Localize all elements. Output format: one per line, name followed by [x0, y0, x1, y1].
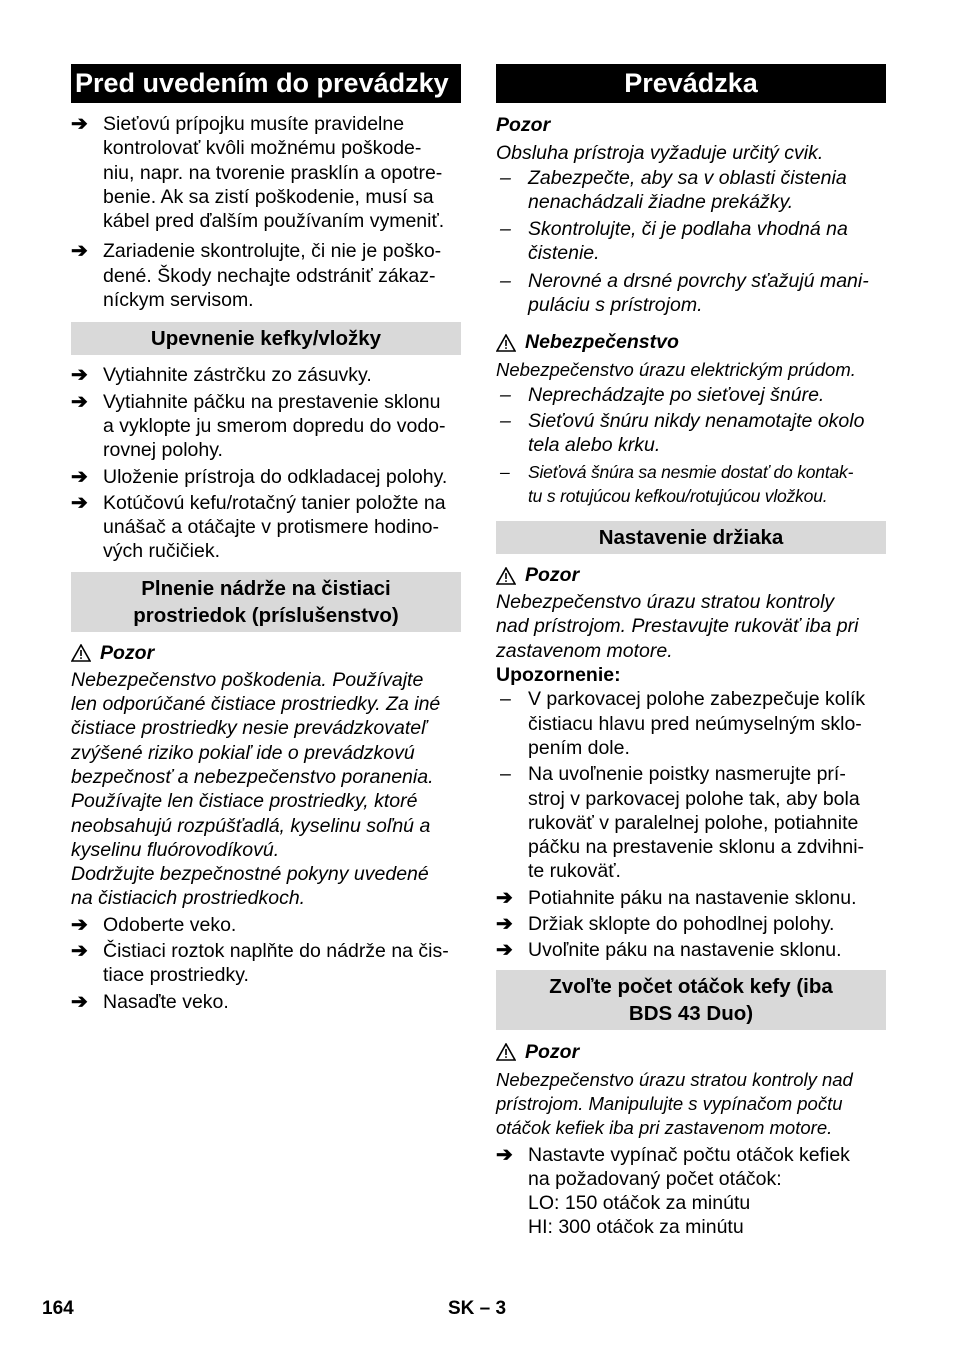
pozor-items: [496, 166, 886, 318]
warning-triangle-icon: [496, 567, 516, 585]
list-item-line: níckym servisom.: [103, 289, 254, 312]
danger-text: Nebezpečenstvo úrazu elektrickým prúdom.: [496, 359, 856, 381]
intro-list: [71, 112, 461, 312]
text-line: kyselinu fluórovodíkovú.: [71, 838, 280, 861]
speed-caution-heading: [496, 1041, 886, 1064]
dash-bullet: –: [500, 763, 511, 786]
list-item-line: kontrolovať kvôli možnému poškode-: [103, 137, 422, 160]
arrow-right-icon: ➔: [71, 990, 88, 1013]
dash-bullet: –: [500, 166, 511, 189]
list-item-line: tu s rotujúcou kefkou/rotujúcou vložkou.: [528, 485, 828, 506]
list-item-line: Na uvoľnenie poistky nasmerujte prí-: [528, 763, 846, 786]
list-item: [496, 912, 886, 936]
list-item: [71, 465, 461, 489]
list-item: [496, 269, 886, 318]
list-item-line: kábel pred ďalším používaním vymeniť.: [103, 210, 445, 233]
caution-text: [71, 668, 461, 911]
text-line: zastavenom motore.: [496, 639, 673, 662]
dash-bullet: –: [500, 383, 511, 406]
list-item-line: Kotúčovú kefu/rotačný tanier položte na: [103, 491, 446, 514]
holder-steps-list: [496, 886, 886, 963]
holder-caution-text: [496, 590, 886, 663]
list-item-line: Čistiaci roztok naplňte do nádrže na čis-: [103, 940, 449, 963]
list-item: [71, 112, 461, 233]
danger-label: Nebezpečenstvo: [525, 331, 679, 354]
list-item: [496, 1143, 886, 1240]
list-item: [496, 409, 886, 458]
list-item-line: stroj v parkovacej polohe tak, aby bola: [528, 787, 860, 810]
list-item: [496, 762, 886, 883]
list-item: [496, 217, 886, 266]
list-item-line: Zabezpečte, aby sa v oblasti čistenia: [528, 166, 847, 189]
list-item-line: Sieťová šnúra sa nesmie dostať do kontak-: [528, 461, 854, 482]
list-item: [496, 938, 886, 962]
list-item-line: Uvoľnite páku na nastavenie sklonu.: [528, 939, 842, 962]
list-item-line: na požadovaný počet otáčok:: [528, 1167, 782, 1190]
text-line: bezpečnosť a nebezpečenstvo poranenia.: [71, 765, 434, 788]
arrow-right-icon: ➔: [71, 940, 88, 963]
list-item: [71, 390, 461, 463]
list-item-line: te rukoväť.: [528, 860, 621, 883]
text-line: Nebezpečenstvo úrazu stratou kontroly nad: [496, 1068, 853, 1090]
list-item-line: páčku na prestavenie sklonu a zdvihni-: [528, 836, 865, 859]
list-item-line: Nasaďte veko.: [103, 990, 229, 1013]
text-line: Nebezpečenstvo úrazu stratou kontroly: [496, 591, 835, 614]
brush-steps-list: [71, 363, 461, 563]
list-item-line: benie. Ak sa zistí poškodenie, musí sa: [103, 185, 434, 208]
list-item-line: rukoväť v paralelnej polohe, potiahnite: [528, 811, 859, 834]
page-number: 164: [42, 1298, 74, 1319]
arrow-right-icon: ➔: [496, 913, 513, 936]
list-item-line: Vytiahnite zástrčku zo zásuvky.: [103, 364, 372, 387]
right-column: [496, 64, 886, 1240]
list-item-line: Potiahnite páku na nastavenie sklonu.: [528, 886, 857, 909]
note-items: [496, 687, 886, 883]
pozor-text: Obsluha prístroja vyžaduje určitý cvik.: [496, 142, 824, 165]
dash-bullet: –: [500, 269, 511, 292]
list-item-line: Sieťovú šnúru nikdy nenamotajte okolo: [528, 409, 865, 432]
pozor-label: Pozor: [496, 114, 551, 136]
list-item-line: Skontrolujte, či je podlaha vhodná na: [528, 218, 848, 241]
list-item: [496, 166, 886, 215]
list-item-line: LO: 150 otáčok za minútu: [528, 1192, 751, 1215]
text-line: zvýšené riziko pokiaľ ide o prevádzkovú: [71, 741, 415, 764]
dash-bullet: –: [500, 218, 511, 241]
list-item: [71, 363, 461, 387]
text-line: neobsahujú rozpúšťadlá, kyselinu soľnú a: [71, 814, 431, 837]
list-item-line: tela alebo krku.: [528, 434, 661, 457]
text-line: Nebezpečenstvo poškodenia. Používajte: [71, 668, 424, 691]
list-item: [496, 383, 886, 407]
arrow-right-icon: ➔: [71, 390, 88, 413]
list-item-line: nenachádzali žiadne prekážky.: [528, 190, 794, 213]
list-item-line: unášač a otáčajte v protismere hodino-: [103, 516, 440, 539]
note-label: Upozornenie:: [496, 664, 621, 687]
list-item-line: Držiak sklopte do pohodlnej polohy.: [528, 913, 835, 936]
list-item-line: Odoberte veko.: [103, 913, 237, 936]
arrow-right-icon: ➔: [71, 364, 88, 387]
list-item-line: niu, napr. na tvorenie prasklín a opotre-: [103, 161, 443, 184]
list-item-line: V parkovacej polohe zabezpečuje kolík: [528, 688, 866, 711]
list-item: [496, 460, 886, 509]
arrow-right-icon: ➔: [71, 240, 88, 263]
left-column: [71, 64, 461, 1014]
list-item-line: rovnej polohy.: [103, 439, 223, 462]
text-line: otáčok kefiek iba pri zastavenom motore.: [496, 1117, 833, 1139]
caution-label: Pozor: [100, 641, 155, 664]
arrow-right-icon: ➔: [496, 939, 513, 962]
holder-caution-heading: [496, 564, 886, 587]
list-item-line: vých ručičiek.: [103, 540, 221, 563]
list-item: [71, 239, 461, 312]
list-item-line: puláciu s prístrojom.: [528, 294, 703, 317]
arrow-right-icon: ➔: [71, 465, 88, 488]
list-item-line: Nastavte vypínač počtu otáčok kefiek: [528, 1143, 850, 1166]
list-item: [496, 687, 886, 760]
text-line: Zvoľte počet otáčok kefy (iba: [549, 974, 833, 998]
list-item-line: Nerovné a drsné povrchy sťažujú mani-: [528, 269, 869, 292]
danger-items: [496, 383, 886, 508]
brush-heading: Upevnenie kefky/vložky: [71, 322, 461, 355]
list-item-line: Sieťovú prípojku musíte pravidelne: [103, 113, 405, 135]
list-item-line: Zariadenie skontrolujte, či nie je poško-: [103, 240, 442, 263]
dash-bullet: –: [500, 688, 511, 711]
list-item-line: a vyklopte ju smerom dopredu do vodo-: [103, 414, 446, 437]
list-item: [71, 491, 461, 564]
speed-steps-list: [496, 1143, 886, 1240]
arrow-right-icon: ➔: [71, 913, 88, 936]
tank-steps-list: [71, 913, 461, 1014]
warning-triangle-icon: [496, 1043, 516, 1061]
text-line: nad prístrojom. Prestavujte rukoväť iba pri: [496, 615, 859, 638]
section-title-before-operation: Pred uvedením do prevádzky: [71, 64, 461, 103]
text-line: prístrojom. Manipulujte s vypínačom počtu: [496, 1092, 843, 1114]
warning-triangle-icon: [71, 644, 91, 662]
list-item: [71, 913, 461, 937]
arrow-right-icon: ➔: [496, 886, 513, 909]
arrow-right-icon: ➔: [496, 1143, 513, 1166]
tank-heading: [71, 572, 461, 632]
arrow-right-icon: ➔: [71, 113, 88, 135]
caution-heading: [71, 642, 461, 665]
list-item-line: čistiacu hlavu pred neúmyselným sklo-: [528, 712, 862, 735]
dash-bullet: –: [500, 409, 511, 432]
holder-heading: Nastavenie držiaka: [496, 521, 886, 554]
list-item-line: tiace prostriedky.: [103, 964, 249, 987]
warning-triangle-icon: [496, 334, 516, 352]
text-line: na čistiacich prostriedkoch.: [71, 887, 306, 910]
arrow-right-icon: ➔: [71, 491, 88, 514]
danger-heading: [496, 331, 886, 354]
text-line: čistiace prostriedky nesie prevádzkovateľ: [71, 717, 427, 740]
speed-caution-label: Pozor: [525, 1040, 580, 1063]
section-code: SK – 3: [448, 1298, 507, 1319]
text-line: Používajte len čistiace prostriedky, ktoré: [71, 790, 418, 813]
speed-heading: [496, 970, 886, 1030]
list-item-line: dené. Škody nechajte odstrániť zákaz-: [103, 264, 436, 287]
list-item-line: čistenie.: [528, 242, 600, 265]
speed-caution-text: [496, 1068, 886, 1141]
list-item-line: Uloženie prístroja do odkladacej polohy.: [103, 465, 448, 488]
text-line: BDS 43 Duo): [628, 1001, 754, 1025]
list-item-line: HI: 300 otáčok za minútu: [528, 1216, 744, 1239]
list-item: [496, 886, 886, 910]
text-line: Dodržujte bezpečnostné pokyny uvedené: [71, 863, 429, 886]
text-line: prostriedok (príslušenstvo): [133, 603, 399, 627]
list-item: [71, 939, 461, 988]
dash-bullet: –: [500, 461, 510, 482]
list-item-line: pením dole.: [528, 736, 630, 759]
list-item-line: Neprechádzajte po sieťovej šnúre.: [528, 383, 825, 406]
list-item-line: Vytiahnite páčku na prestavenie sklonu: [103, 390, 441, 413]
text-line: Plnenie nádrže na čistiaci: [141, 576, 391, 600]
section-title-operation: Prevádzka: [496, 64, 886, 103]
list-item: [71, 990, 461, 1014]
text-line: len odporúčané čistiace prostriedky. Za iné: [71, 693, 441, 716]
holder-caution-label: Pozor: [525, 564, 580, 587]
